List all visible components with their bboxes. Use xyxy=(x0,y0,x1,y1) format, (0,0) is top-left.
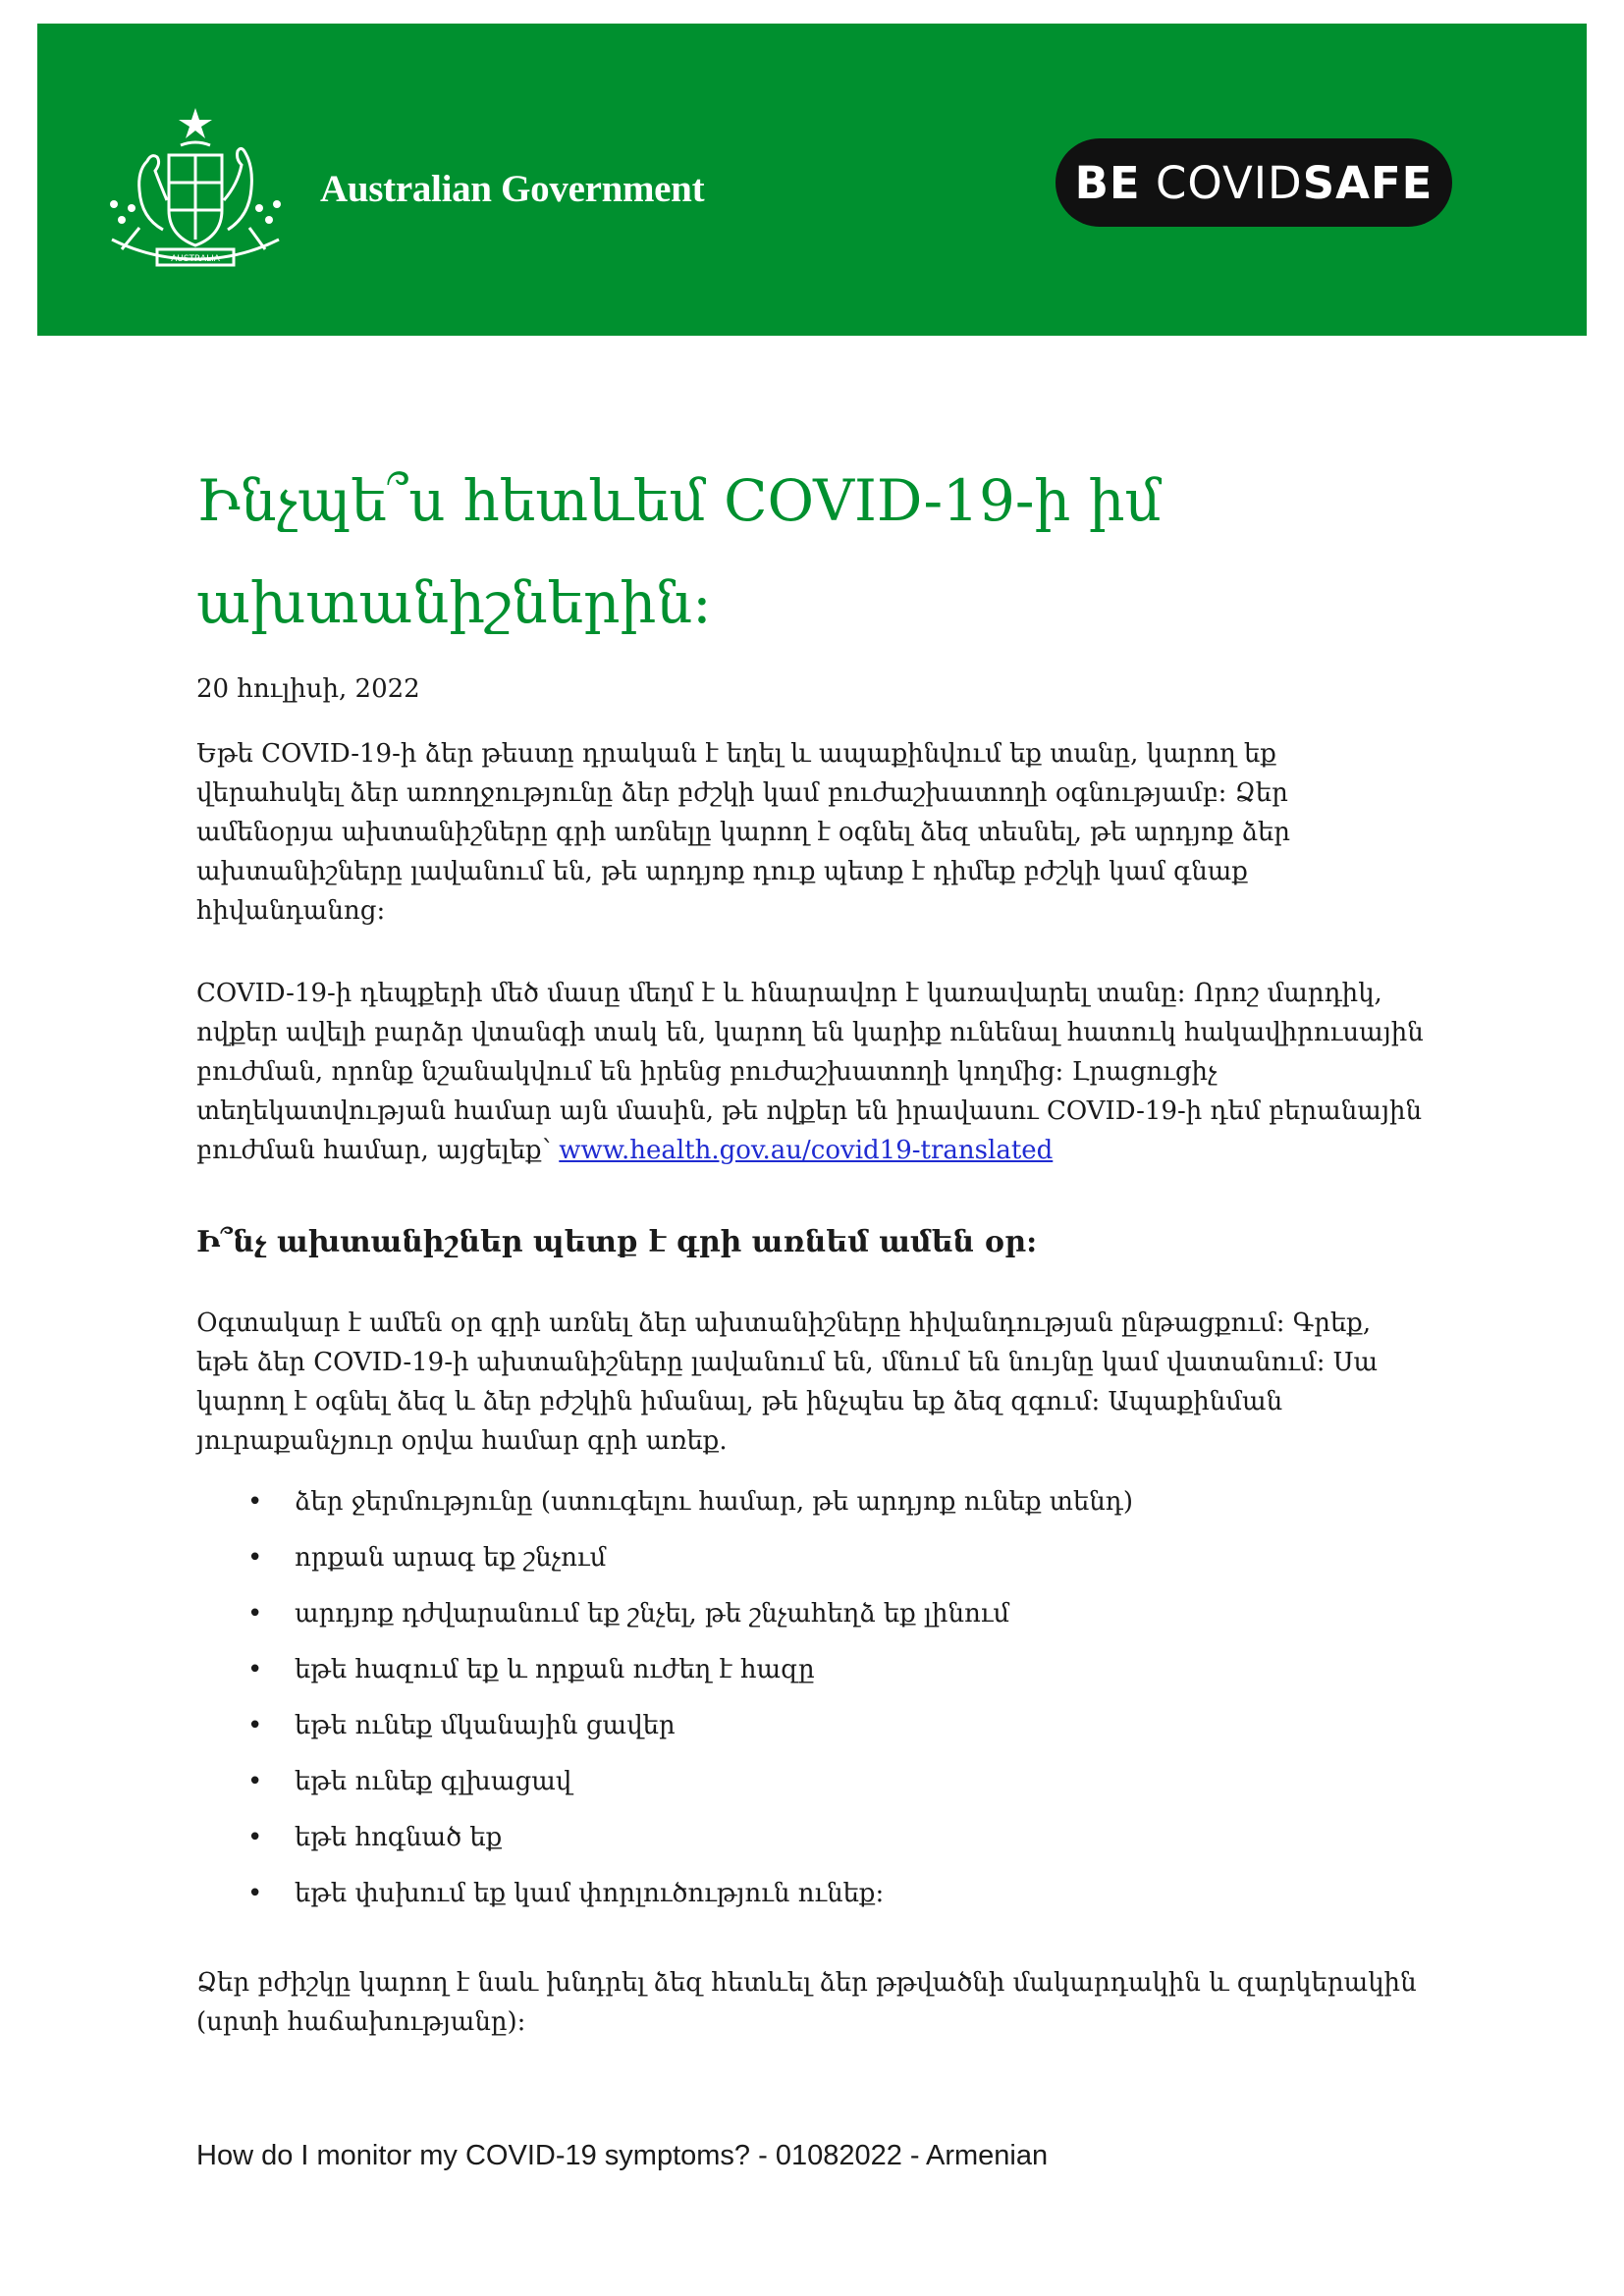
symptoms-intro-paragraph: Օգտակար է ամեն օր գրի առնել ձեր ախտանիշները հիվանդության ընթացքում: Գրեք, եթե ձեր COVID-19-ի ախտանիշները լավանում են, մնում են նույնը կամ վատանում: Սա կարող է օգնել ձեզ և ձեր բժշկին իմանալ, թե ինչպես եք ձեզ զգում: Ապաքինման յուրաքանչյուր օրվա համար գրի առեք. xyxy=(196,1308,1379,1456)
header-banner xyxy=(37,24,1587,336)
bullet-icon: • xyxy=(247,1711,263,1740)
list-item: • որքան արագ եք շնչում xyxy=(196,1538,1424,1594)
document-date: 20 հուլիսի, 2022 xyxy=(196,674,420,704)
coat-of-arms-icon xyxy=(92,102,298,279)
page-title: Ինչպե՞ս հետևեմ COVID-19-ի իմ ախտանիշներին: xyxy=(196,467,1162,636)
crest-scroll-text: AUSTRALIA xyxy=(171,254,220,264)
badge-be: BE xyxy=(1074,156,1141,209)
bullet-icon: • xyxy=(247,1487,263,1517)
symptom-list xyxy=(196,1482,1424,1930)
list-item: • ձեր ջերմությունը (ստուգելու համար, թե արդյոք ունեք տենդ) xyxy=(196,1482,1424,1538)
info-paragraph-text: COVID-19-ի դեպքերի մեծ մասը մեղմ է և հնարավոր է կառավարել տանը: Որոշ մարդիկ, ովքեր ավելի բարձր վտանգի տակ են, կարող են կարիք ունենալ հատուկ հակավիրուսային բուժման, որոնք նշանակվում են իրենց բուժաշխատողի կողմից: Լրացուցիչ տեղեկատվության համար այն մասին, թե ովքեր են իրավասու COVID-19-ի դեմ բերանային բուժման համար, այցելեք՝ xyxy=(196,979,1424,1165)
bullet-icon: • xyxy=(247,1655,263,1684)
bullet-icon: • xyxy=(247,1879,263,1908)
badge-safe: SAFE xyxy=(1302,156,1434,209)
government-name: Australian Government xyxy=(320,168,705,210)
list-item: • եթե փսխում եք կամ փորլուծություն ունեք: xyxy=(196,1874,1424,1930)
section-heading: Ի՞նչ ախտանիշներ պետք է գրի առնեմ ամեն օր: xyxy=(196,1225,1038,1259)
bullet-icon: • xyxy=(247,1823,263,1852)
list-item: • եթե ունեք գլխացավ xyxy=(196,1762,1424,1818)
list-item: • արդյոք դժվարանում եք շնչել, թե շնչահեղձ եք լինում xyxy=(196,1594,1424,1650)
list-item: • եթե հազում եք և որքան ուժեղ է հազը xyxy=(196,1650,1424,1706)
bullet-icon: • xyxy=(247,1543,263,1573)
page-footer: How do I monitor my COVID-19 symptoms? - 01082022 - Armenian xyxy=(196,2140,1049,2171)
closing-paragraph: Ձեր բժիշկը կարող է նաև խնդրել ձեզ հետևել ձեր թթվածնի մակարդակին և զարկերակին (սրտի հաճախությանը): xyxy=(196,1968,1417,2037)
list-item: • եթե ունեք մկանային ցավեր xyxy=(196,1706,1424,1762)
bullet-icon: • xyxy=(247,1599,263,1629)
health-link[interactable]: www.health.gov.au/covid19-translated xyxy=(559,1136,1054,1165)
badge-covid: COVID xyxy=(1155,156,1303,209)
list-item: • եթե հոգնած եք xyxy=(196,1818,1424,1874)
intro-paragraph: Եթե COVID-19-ի ձեր թեստը դրական է եղել և ապաքինվում եք տանը, կարող եք վերահսկել ձեր առողջությունը ձեր բժշկի կամ բուժաշխատողի օգնությամբ: Ձեր ամենօրյա ախտանիշները գրի առնելը կարող է օգնել ձեզ տեսնել, թե արդյոք ձեր ախտանիշները լավանում են, թե արդյոք դուք պետք է դիմեք բժշկի կամ գնաք հիվանդանոց: xyxy=(196,739,1291,926)
be-covidsafe-badge xyxy=(1056,138,1452,227)
bullet-icon: • xyxy=(247,1767,263,1796)
info-paragraph xyxy=(196,974,1424,1170)
